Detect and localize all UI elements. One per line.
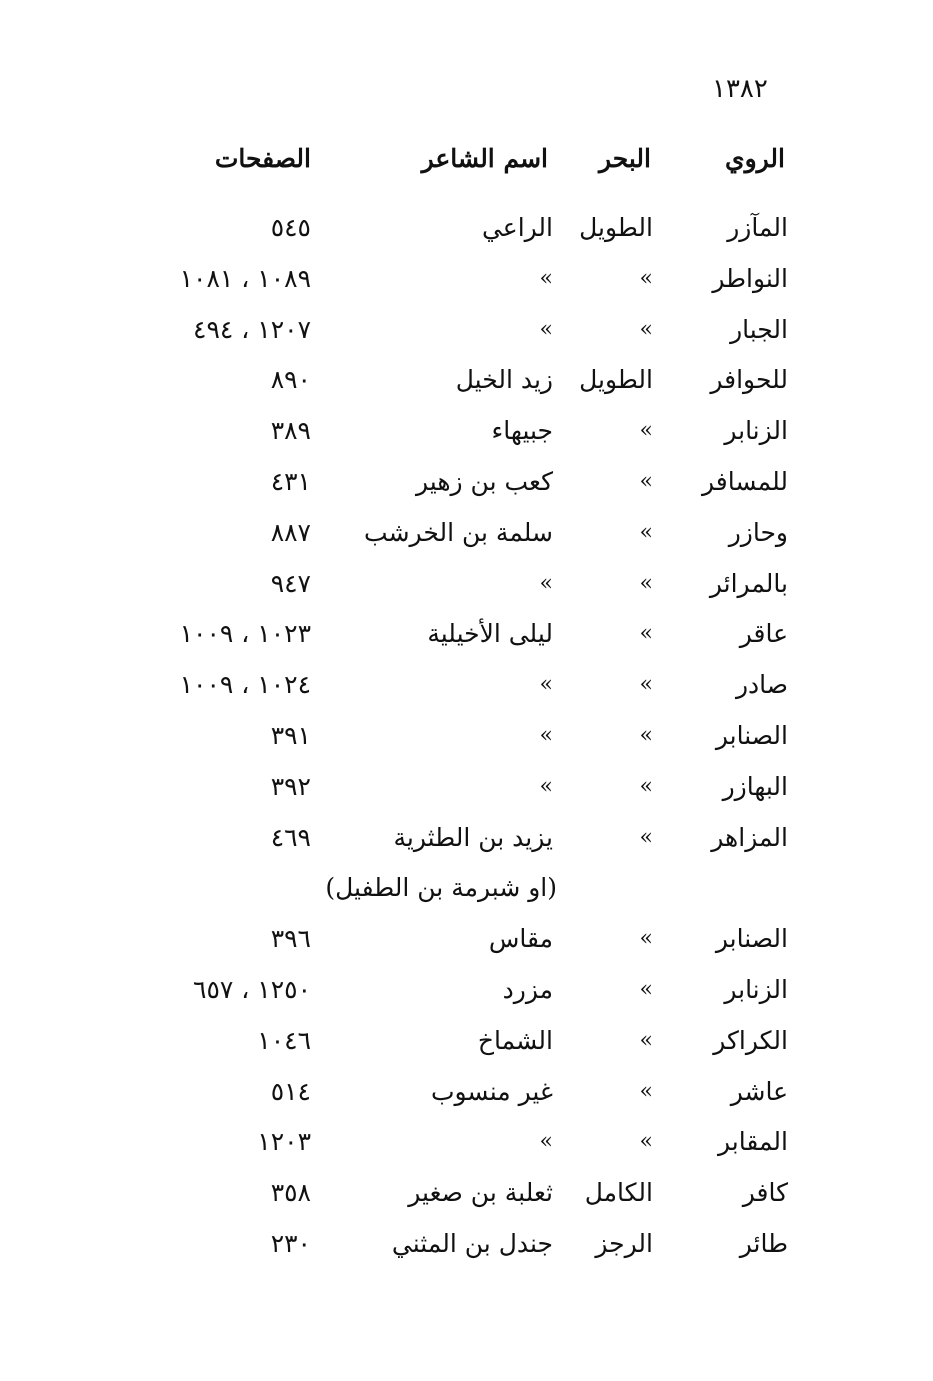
poet-cell: يزيد بن الطثرية (393, 822, 553, 852)
rawi-cell: الصنابر (715, 720, 788, 750)
bahr-cell: » (639, 824, 653, 850)
table-row (0, 818, 933, 869)
bahr-cell: » (639, 722, 653, 748)
poet-cell: زيد الخيل (455, 365, 553, 395)
pages-cell: ١٢٥٠ ، ٦٥٧ (193, 974, 311, 1004)
table-row (0, 411, 933, 462)
pages-cell: ٣٩٢ (270, 771, 311, 801)
pages-cell: ٣٥٨ (270, 1178, 311, 1208)
bahr-cell: » (639, 519, 653, 545)
rawi-cell: النواطر (712, 263, 788, 293)
bahr-cell: الرجز (595, 1228, 653, 1258)
table-row (0, 259, 933, 310)
poet-cell: » (539, 265, 553, 291)
rawi-cell: صادر (735, 670, 788, 700)
table-row (0, 1173, 933, 1224)
bahr-cell: » (639, 1078, 653, 1104)
bahr-cell: » (639, 418, 653, 444)
rawi-cell: وحازر (728, 517, 788, 547)
rawi-cell: الكراكر (713, 1025, 788, 1055)
poet-cell: ثعلبة بن صغير (408, 1178, 553, 1208)
bahr-cell: » (639, 976, 653, 1002)
poet-cell: ليلى الأخيلية (427, 619, 553, 649)
table-row (0, 310, 933, 361)
rawi-cell: للمسافر (701, 466, 788, 496)
rawi-cell: عاقر (739, 619, 788, 649)
table-row (0, 564, 933, 615)
rawi-cell: عاشر (730, 1076, 788, 1106)
bahr-cell: » (639, 265, 653, 291)
header-rawi: الروي (725, 144, 785, 173)
header-poet: اسم الشاعر (421, 144, 548, 173)
rawi-cell: كافر (742, 1178, 788, 1208)
pages-cell: ٨٨٧ (270, 517, 311, 547)
poet-cell: الراعي (481, 213, 553, 242)
poet-cell: » (539, 316, 553, 342)
bahr-cell: » (639, 773, 653, 799)
poet-cell: سلمة بن الخرشب (364, 517, 553, 547)
rawi-cell: الزنابر (724, 416, 788, 446)
bahr-cell: » (639, 1027, 653, 1053)
rawi-cell: المآزر (727, 213, 788, 242)
pages-cell: ٣٨٩ (270, 416, 311, 446)
table-row (0, 1122, 933, 1173)
pages-cell: ١٢٠٧ ، ٤٩٤ (193, 314, 311, 344)
table-row (0, 716, 933, 767)
table-row (0, 462, 933, 513)
table-row (0, 1224, 933, 1275)
table-row (0, 360, 933, 411)
table-row (0, 1021, 933, 1072)
rawi-cell: المزاهر (711, 822, 788, 852)
pages-cell: ١٠٢٣ ، ١٠٠٩ (179, 619, 311, 649)
bahr-cell: الطويل (579, 365, 653, 395)
pages-cell: ٤٣١ (270, 466, 311, 496)
table-row (0, 513, 933, 564)
bahr-cell: الكامل (584, 1178, 653, 1208)
bahr-cell: » (639, 1129, 653, 1155)
table-row (0, 1072, 933, 1123)
pages-cell: ١٠٢٤ ، ١٠٠٩ (179, 670, 311, 700)
poet-cell: جندل بن المثني (391, 1228, 553, 1258)
bahr-cell: » (639, 468, 653, 494)
bahr-cell: » (639, 672, 653, 698)
poet-cell: غير منسوب (430, 1076, 553, 1106)
bahr-cell: الطويل (579, 213, 653, 242)
poet-cell: الشماخ (477, 1025, 553, 1055)
pages-cell: ٥٤٥ (270, 213, 311, 242)
rawi-cell: الجبار (730, 314, 788, 344)
bahr-cell: » (639, 926, 653, 952)
rawi-cell: بالمرائر (709, 568, 788, 598)
pages-cell: ٣٩٦ (270, 924, 311, 954)
header-pages: الصفحات (214, 144, 311, 173)
rawi-cell: البهازر (722, 771, 788, 801)
pages-cell: ٩٤٧ (270, 568, 311, 598)
table-row (0, 919, 933, 970)
table-row (0, 208, 933, 259)
rawi-cell: للحوافر (710, 365, 788, 395)
pages-cell: ١٢٠٣ (257, 1127, 311, 1157)
table-row-note (0, 868, 933, 919)
poet-cell: جبيهاء (491, 416, 553, 446)
table-row (0, 767, 933, 818)
pages-cell: ٣٩١ (270, 720, 311, 750)
pages-cell: ٢٣٠ (270, 1228, 311, 1258)
poet-cell: » (539, 722, 553, 748)
pages-cell: ١٠٤٦ (257, 1025, 311, 1055)
poet-cell: مزرد (502, 974, 553, 1004)
table-header (0, 144, 933, 184)
pages-cell: ٤٦٩ (270, 822, 311, 852)
rawi-cell: المقابر (717, 1127, 788, 1157)
table-row (0, 614, 933, 665)
poet-cell: كعب بن زهير (416, 466, 553, 496)
poet-cell: » (539, 570, 553, 596)
index-table (0, 208, 933, 1275)
rawi-cell: الصنابر (715, 924, 788, 954)
poet-alternative-note: (او شبرمة بن الطفيل) (325, 873, 557, 903)
poet-cell: » (539, 672, 553, 698)
header-bahr: البحر (598, 144, 651, 173)
poet-cell: » (539, 1129, 553, 1155)
poet-cell: » (539, 773, 553, 799)
page-number: ١٣٨٢ (712, 74, 768, 104)
bahr-cell: » (639, 570, 653, 596)
bahr-cell: » (639, 316, 653, 342)
pages-cell: ١٠٨٩ ، ١٠٨١ (179, 263, 311, 293)
rawi-cell: الزنابر (724, 974, 788, 1004)
poet-cell: مقاس (488, 924, 553, 954)
pages-cell: ٥١٤ (270, 1076, 311, 1106)
pages-cell: ٨٩٠ (270, 365, 311, 395)
bahr-cell: » (639, 621, 653, 647)
table-row (0, 970, 933, 1021)
table-row (0, 665, 933, 716)
rawi-cell: طائر (739, 1228, 788, 1258)
